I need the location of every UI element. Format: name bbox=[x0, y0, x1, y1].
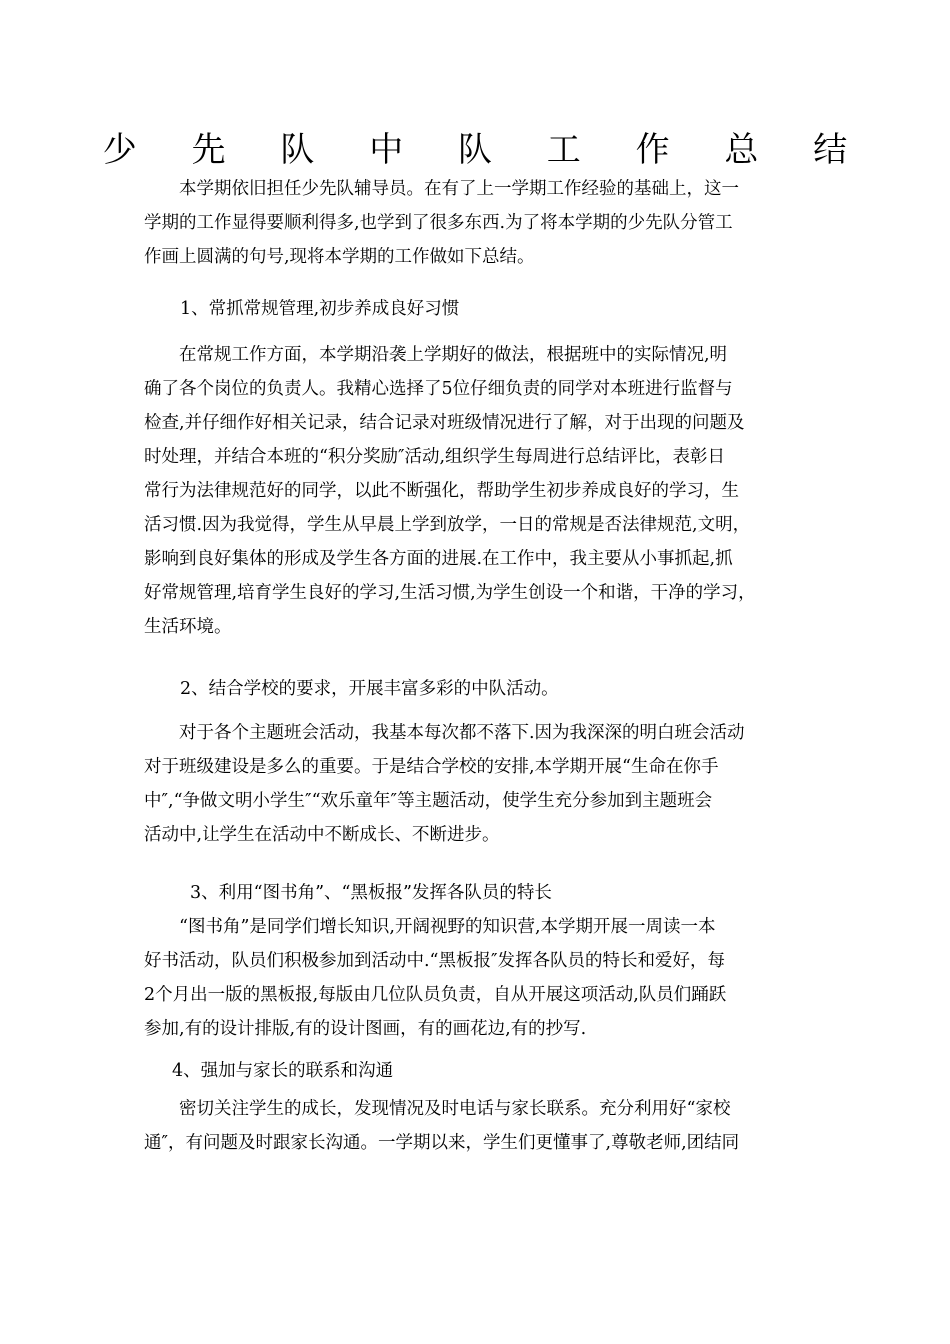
section-4-heading: 4、强加与家长的联系和沟通 bbox=[172, 1061, 394, 1081]
section-2-line: 活动中,让学生在活动中不断成长、不断进步。 bbox=[144, 825, 500, 845]
section-4-paragraph bbox=[144, 1092, 820, 1160]
section-2-line: 中″,“争做文明小学生″“欢乐童年″等主题活动，使学生充分参加到主题班会 bbox=[144, 791, 713, 811]
section-1-line: 生活环境。 bbox=[144, 617, 232, 637]
section-1-line: 活习惯.因为我觉得，学生从早晨上学到放学，一日的常规是否法律规范,文明， bbox=[144, 515, 751, 535]
section-1-line: 常行为法律规范好的同学，以此不断强化，帮助学生初步养成良好的学习，生 bbox=[144, 481, 739, 501]
section-2-heading: 2、结合学校的要求，开展丰富多彩的中队活动。 bbox=[180, 679, 559, 699]
section-1-line: 影响到良好集体的形成及学生各方面的进展.在工作中，我主要从小事抓起,抓 bbox=[144, 549, 733, 569]
section-1-line: 好常规管理,培育学生良好的学习,生活习惯,为学生创设一个和谐，干净的学习， bbox=[144, 583, 756, 603]
intro-line: 作画上圆满的句号,现将本学期的工作做如下总结。 bbox=[144, 247, 535, 267]
section-3-line: 2个月出一版的黑板报,每版由几位队员负责，自从开展这项活动,队员们踊跃 bbox=[144, 985, 727, 1005]
section-3-paragraph bbox=[144, 910, 820, 1046]
section-1-paragraph bbox=[144, 338, 820, 644]
section-1-line: 检查,并仔细作好相关记录，结合记录对班级情况进行了解，对于出现的问题及 bbox=[144, 413, 745, 433]
section-1-heading: 1、常抓常规管理,初步养成良好习惯 bbox=[180, 299, 460, 319]
section-1-line: 在常规工作方面，本学期沿袭上学期好的做法，根据班中的实际情况,明 bbox=[144, 345, 728, 365]
section-2-line: 对于班级建设是多么的重要。于是结合学校的安排,本学期开展“生命在你手 bbox=[144, 757, 719, 777]
section-2-line: 对于各个主题班会活动，我基本每次都不落下.因为我深深的明白班会活动 bbox=[144, 723, 745, 743]
intro-paragraph bbox=[144, 172, 820, 274]
section-3-line: “图书角”是同学们增长知识,开阔视野的知识营,本学期开展一周读一本 bbox=[144, 917, 716, 937]
intro-line: 本学期依旧担任少先队辅导员。在有了上一学期工作经验的基础上，这一 bbox=[144, 179, 739, 199]
section-1-line: 确了各个岗位的负责人。我精心选择了5位仔细负责的同学对本班进行监督与 bbox=[144, 379, 733, 399]
section-3-heading: 3、利用“图书角”、“黑板报”发挥各队员的特长 bbox=[190, 883, 552, 903]
section-3-line: 参加,有的设计排版,有的设计图画，有的画花边,有的抄写. bbox=[144, 1019, 587, 1039]
intro-line: 学期的工作显得要顺利得多,也学到了很多东西.为了将本学期的少先队分管工 bbox=[144, 213, 733, 233]
section-2-paragraph bbox=[144, 716, 820, 852]
section-1-line: 时处理，并结合本班的“积分奖励″活动,组织学生每周进行总结评比，表彰日 bbox=[144, 447, 726, 467]
section-4-line: 密切关注学生的成长，发现情况及时电话与家长联系。充分利用好“家校 bbox=[144, 1099, 731, 1119]
page-title: 少 先 队 中 队 工 作 总 结 bbox=[102, 130, 870, 170]
section-4-line: 通″，有问题及时跟家长沟通。一学期以来，学生们更懂事了,尊敬老师,团结同 bbox=[144, 1133, 740, 1153]
section-3-line: 好书活动，队员们积极参加到活动中.“黑板报″发挥各队员的特长和爱好，每 bbox=[144, 951, 726, 971]
